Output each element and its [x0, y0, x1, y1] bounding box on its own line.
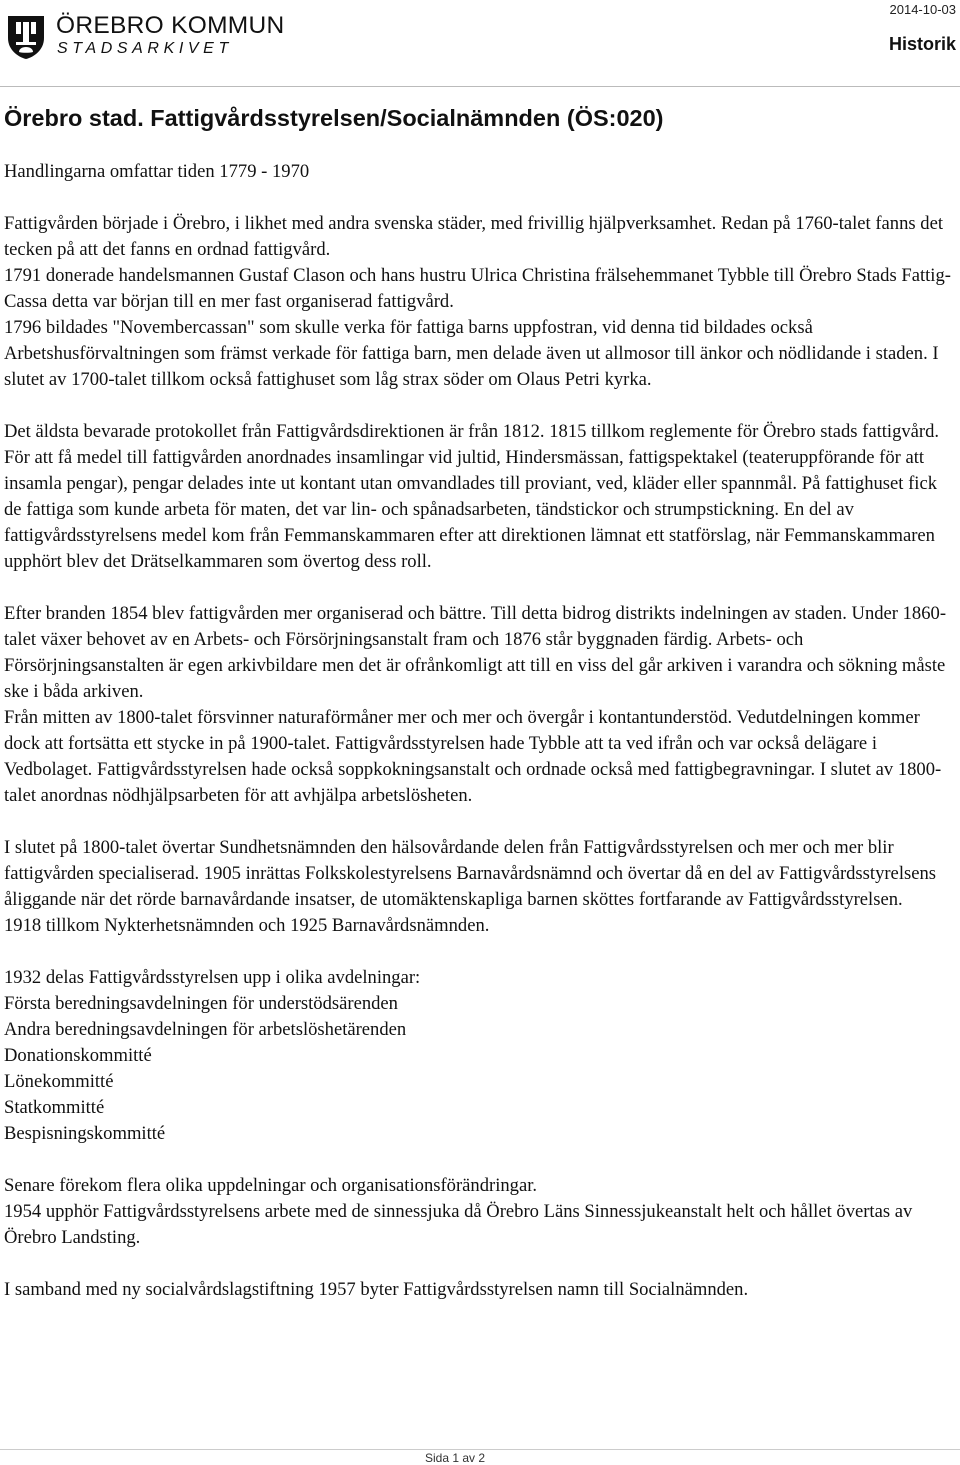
page-title: Örebro stad. Fattigvårdsstyrelsen/Socialnämnden (ÖS:020)	[4, 105, 664, 131]
document-body	[4, 159, 956, 1303]
paragraph: Donationskommitté	[4, 1045, 152, 1066]
paragraph: Från mitten av 1800-talet försvinner naturaförmåner mer och mer och övergår i kontantunderstöd. Vedutdelningen kommer dock att fortsätta ett stycke in på 1900-talet. Fattigvårdsstyrelsen hade Tybble att ta ved ifrån och var också delägare i Vedbolaget. Fattigvårdsstyrelsen hade också soppkokningsanstalt och ordnade också med fattigbegravningar. I slutet av 1800-talet anordnas nödhjälpsarbeten för att avhjälpa arbetslösheten.	[4, 707, 942, 806]
paragraph: I slutet på 1800-talet övertar Sundhetsnämnden den hälsovårdande delen från Fattigvårdsstyrelsen och mer och mer blir fattigvården specialiserad. 1905 inrättas Folkskolestyrelsens Barnavårdsnämnd och övertar då en del av Fattigvårdsstyrelsens åliggande när det rörde barnavårdande insatser, de utomäktenskapliga barnen sköttes fortfarande av Fattigvårdsstyrelsen.	[4, 837, 937, 910]
paragraph: I samband med ny socialvårdslagstiftning 1957 byter Fattigvårdsstyrelsen namn till Socialnämnden.	[4, 1279, 749, 1300]
paragraph: 1796 bildades "Novembercassan" som skulle verka för fattiga barns uppfostran, vid denna tid bildades också Arbetshusförvaltningen som främst verkade för fattiga barn, men delade även ut allmosor till änkor och nödlidande i staden. I slutet av 1700-talet tillkom också fattighuset som låg strax söder om Olaus Petri kyrka.	[4, 317, 939, 390]
org-subtitle: STADSARKIVET	[57, 40, 233, 57]
paragraph: Senare förekom flera olika uppdelningar och organisationsförändringar.	[4, 1175, 538, 1196]
footer-divider	[0, 1449, 960, 1450]
section-label: Historik	[888, 34, 956, 54]
header-divider	[0, 86, 960, 87]
paragraph: 1954 upphör Fattigvårdsstyrelsens arbete med de sinnessjuka då Örebro Läns Sinnessjukeanstalt helt och hållet övertas av Örebro Landsting.	[4, 1201, 913, 1248]
paragraph: Det äldsta bevarade protokollet från Fattigvårdsdirektionen är från 1812. 1815 tillkom reglemente för Örebro stads fattigvård.	[4, 421, 940, 442]
paragraph-gap	[4, 393, 956, 419]
paragraph: För att få medel till fattigvården anordnades insamlingar vid jultid, Hindersmässan, fattigspektakel (teateruppförande för att insamla pengar), pengar delades inte ut kontant utan omvandlades till proviant, ved, kläder eller spannmål. På fattighuset fick de fattiga som kunde arbeta för maten, det var lin- och spånadsarbeten, tändstickor och strumpstickning. En del av fattigvårdsstyrelsens medel kom från Femmanskammaren efter att direktionen lämnat ett statförslag, när Femmanskammaren upphört blev det Drätselkammaren som övertog dess roll.	[4, 447, 938, 572]
paragraph: Efter branden 1854 blev fattigvården mer organiserad och bättre. Till detta bidrog distrikts indelningen av staden. Under 1860-talet växer behovet av en Arbets- och Försörjningsanstalt fram och 1876 står byggnaden färdig. Arbets- och Försörjningsanstalten är egen arkivbildare men det är ofrånkomligt att till en viss del går arkiven i varandra och sökning måste ske i båda arkiven.	[4, 603, 947, 702]
paragraph: Första beredningsavdelningen för understödsärenden	[4, 993, 398, 1014]
paragraph-gap	[4, 939, 956, 965]
document-date: 2014-10-03	[889, 2, 956, 17]
paragraph-gap	[4, 809, 956, 835]
paragraph-gap	[4, 575, 956, 601]
paragraph: Bespisningskommitté	[4, 1123, 166, 1144]
org-name: ÖREBRO KOMMUN	[56, 12, 285, 39]
page-footer	[0, 1449, 960, 1465]
page-header	[0, 0, 960, 92]
paragraph-gap	[4, 1147, 956, 1173]
paragraph: Fattigvården började i Örebro, i likhet med andra svenska städer, med frivillig hjälpverksamhet. Redan på 1760-talet fanns det tecken på att det fanns en ordnad fattigvård.	[4, 213, 943, 260]
paragraph: Lönekommitté	[4, 1071, 114, 1092]
paragraph: Handlingarna omfattar tiden 1779 - 1970	[4, 161, 310, 182]
paragraph: Statkommitté	[4, 1097, 105, 1118]
paragraph: Andra beredningsavdelningen för arbetslöshetärenden	[4, 1019, 407, 1040]
paragraph: 1791 donerade handelsmannen Gustaf Clason och hans hustru Ulrica Christina frälsehemmanet Tybble till Örebro Stads Fattig-Cassa detta var början till en mer fast organiserad fattigvård.	[4, 265, 951, 312]
paragraph-gap	[4, 1251, 956, 1277]
paragraph: 1932 delas Fattigvårdsstyrelsen upp i olika avdelningar:	[4, 967, 421, 988]
paragraph: 1918 tillkom Nykterhetsnämnden och 1925 Barnavårdsnämnden.	[4, 915, 490, 936]
logo	[4, 10, 285, 62]
page-number: Sida 1 av 2	[424, 1451, 486, 1465]
paragraph-gap	[4, 185, 956, 211]
crest-icon	[4, 12, 48, 60]
